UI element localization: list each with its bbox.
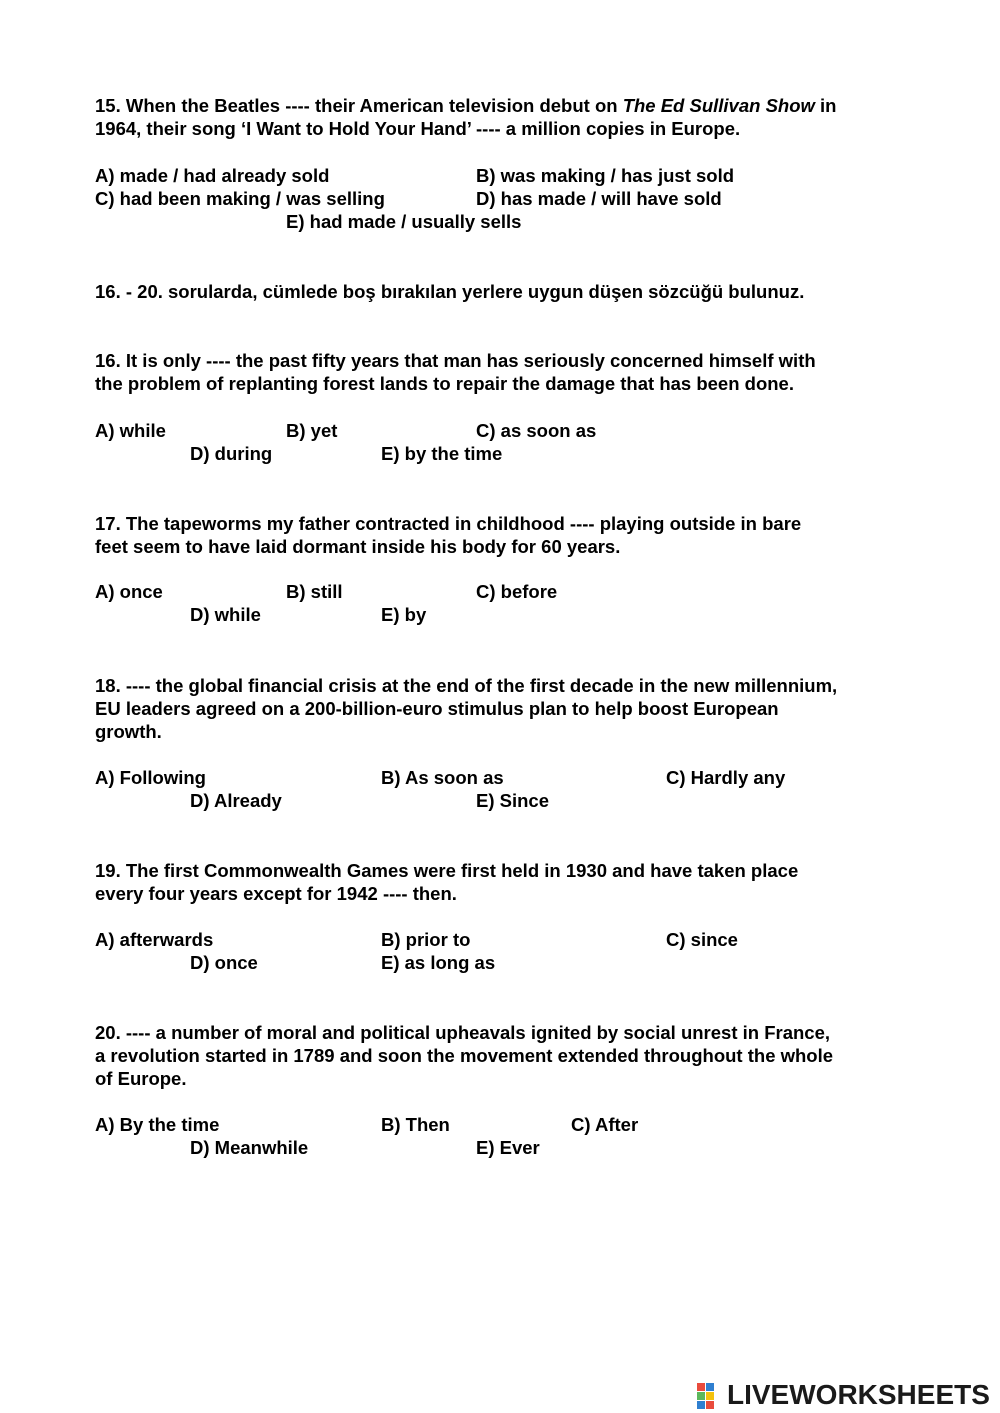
q15-option-e[interactable]: E) had made / usually sells [286,211,522,232]
q17-line-2: feet seem to have laid dormant inside his body for 60 years. [95,536,621,557]
q19-option-a[interactable]: A) afterwards [95,929,214,950]
logo-mark-icon [697,1380,725,1410]
q19-option-c[interactable]: C) since [666,929,738,950]
q17-option-e[interactable]: E) by [381,604,427,625]
q15-line-2: 1964, their song ‘I Want to Hold Your Hand’ ---- a million copies in Europe. [95,118,741,139]
q20-line-2: a revolution started in 1789 and soon the movement extended throughout the whole [95,1045,834,1066]
section-instruction: 16. - 20. sorularda, cümlede boş bırakılan yerlere uygun düşen sözcüğü bulunuz. [95,281,805,302]
q20-option-e[interactable]: E) Ever [476,1137,540,1158]
logo-square-yellow [706,1392,714,1400]
q15-option-d[interactable]: D) has made / will have sold [476,188,722,209]
q17-option-a[interactable]: A) once [95,581,163,602]
q16-option-b[interactable]: B) yet [286,420,338,441]
q20-option-d[interactable]: D) Meanwhile [190,1137,309,1158]
q16-line-1: 16. It is only ---- the past fifty years that man has seriously concerned himself with [95,350,816,371]
liveworksheets-logo [697,1378,990,1412]
q16-option-d[interactable]: D) during [190,443,273,464]
q17-option-d[interactable]: D) while [190,604,261,625]
q15-text-pre: 15. When the Beatles ---- their American television debut on [95,95,623,116]
q20-option-c[interactable]: C) After [571,1114,639,1135]
q15-line-1 [95,94,837,117]
q18-option-b[interactable]: B) As soon as [381,767,504,788]
q19-option-b[interactable]: B) prior to [381,929,471,950]
q20-line-3: of Europe. [95,1068,187,1089]
logo-square-red [697,1383,705,1391]
q17-line-1: 17. The tapeworms my father contracted in childhood ---- playing outside in bare [95,513,802,534]
q18-option-a[interactable]: A) Following [95,767,206,788]
q18-line-1: 18. ---- the global financial crisis at the end of the first decade in the new millennium, [95,675,838,696]
q18-option-c[interactable]: C) Hardly any [666,767,786,788]
q15-text-post: in [814,95,837,116]
q19-line-2: every four years except for 1942 ---- then. [95,883,457,904]
q16-line-2: the problem of replanting forest lands to repair the damage that has been done. [95,373,794,394]
logo-text: LIVEWORKSHEETS [727,1379,990,1410]
q16-option-c[interactable]: C) as soon as [476,420,597,441]
q19-option-e[interactable]: E) as long as [381,952,496,973]
q20-line-1: 20. ---- a number of moral and political upheavals ignited by social unrest in France, [95,1022,831,1043]
q17-option-c[interactable]: C) before [476,581,558,602]
q15-option-c[interactable]: C) had been making / was selling [95,188,385,209]
q20-option-a[interactable]: A) By the time [95,1114,220,1135]
logo-square-red-2 [706,1401,714,1409]
q18-line-2: EU leaders agreed on a 200-billion-euro stimulus plan to help boost European [95,698,779,719]
q18-option-e[interactable]: E) Since [476,790,549,811]
q17-option-b[interactable]: B) still [286,581,343,602]
q20-option-b[interactable]: B) Then [381,1114,450,1135]
q15-show-title: The Ed Sullivan Show [622,95,815,116]
logo-square-green [697,1392,705,1400]
q16-option-a[interactable]: A) while [95,420,166,441]
logo-square-blue [706,1383,714,1391]
logo-square-blue-2 [697,1401,705,1409]
q18-option-d[interactable]: D) Already [190,790,282,811]
q15-option-b[interactable]: B) was making / has just sold [476,165,735,186]
q19-line-1: 19. The first Commonwealth Games were first held in 1930 and have taken place [95,860,799,881]
q19-option-d[interactable]: D) once [190,952,258,973]
q15-option-a[interactable]: A) made / had already sold [95,165,330,186]
q18-line-3: growth. [95,721,162,742]
q16-option-e[interactable]: E) by the time [381,443,503,464]
